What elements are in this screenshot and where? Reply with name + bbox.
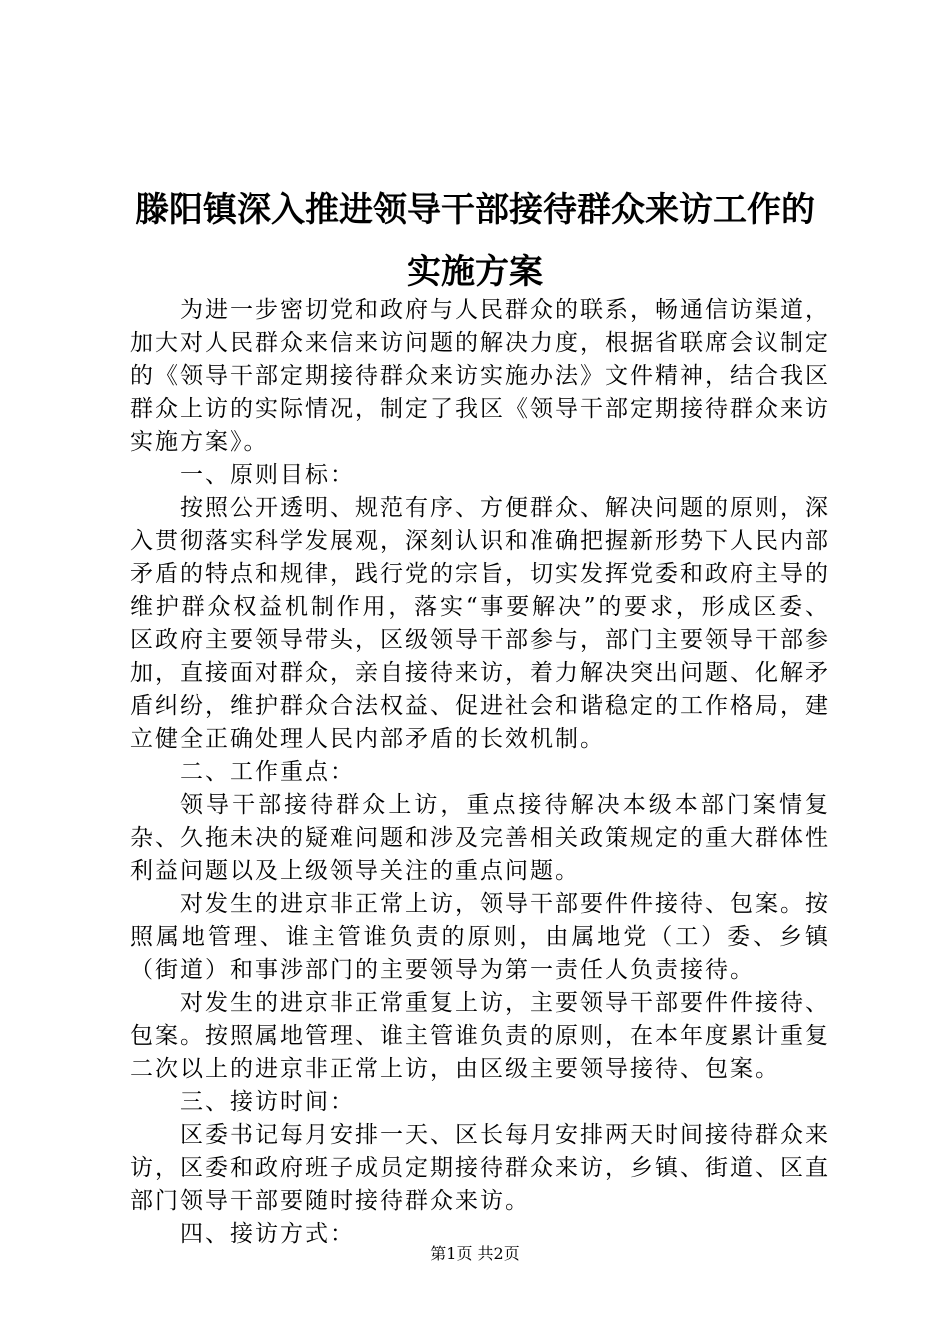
document-title-line-2: 实施方案 (407, 252, 543, 292)
paragraph-intro: 为进一步密切党和政府与人民群众的联系，畅通信访渠道，加大对人民群众来信来访问题的解决力度，根据省联席会议制定的《领导干部定期接待群众来访实施办法》文件精神，结合我区群众上访的实际情况，制定了我区《领导干部定期接待群众来访实施方案》。 (130, 297, 830, 455)
section-heading-method: 四、接访方式： (180, 1221, 355, 1247)
paragraph-time: 区委书记每月安排一天、区长每月安排两天时间接待群众来访，区委和政府班子成员定期接待群众来访，乡镇、街道、区直部门领导干部要随时接待群众来访。 (130, 1122, 830, 1214)
section-heading-focus: 二、工作重点： (180, 759, 355, 785)
section-heading-principles: 一、原则目标： (180, 462, 355, 488)
paragraph-focus-3: 对发生的进京非正常重复上访，主要领导干部要件件接待、包案。按照属地管理、谁主管谁负责的原则，在本年度累计重复二次以上的进京非正常上访，由区级主要领导接待、包案。 (130, 990, 830, 1082)
document-title-line-1: 滕阳镇深入推进领导干部接待群众来访工作的 (135, 190, 815, 230)
document-body (130, 294, 830, 1251)
paragraph-focus-1: 领导干部接待群众上访，重点接待解决本级本部门案情复杂、久拖未决的疑难问题和涉及完善相关政策规定的重大群体性利益问题以及上级领导关注的重点问题。 (130, 792, 830, 884)
paragraph-focus-2: 对发生的进京非正常上访，领导干部要件件接待、包案。按照属地管理、谁主管谁负责的原则，由属地党（工）委、乡镇（街道）和事涉部门的主要领导为第一责任人负责接待。 (130, 891, 830, 983)
section-heading-time: 三、接访时间： (180, 1089, 355, 1115)
paragraph-principles: 按照公开透明、规范有序、方便群众、解决问题的原则，深入贯彻落实科学发展观，深刻认识和准确把握新形势下人民内部矛盾的特点和规律，践行党的宗旨，切实发挥党委和政府主导的维护群众权益机制作用，落实“事要解决”的要求，形成区委、区政府主要领导带头，区级领导干部参与，部门主要领导干部参加，直接面对群众，亲自接待来访，着力解决突出问题、化解矛盾纠纷，维护群众合法权益、促进社会和谐稳定的工作格局，建立健全正确处理人民内部矛盾的长效机制。 (130, 495, 830, 752)
page-number-footer: 第1页 共2页 (430, 1244, 520, 1263)
